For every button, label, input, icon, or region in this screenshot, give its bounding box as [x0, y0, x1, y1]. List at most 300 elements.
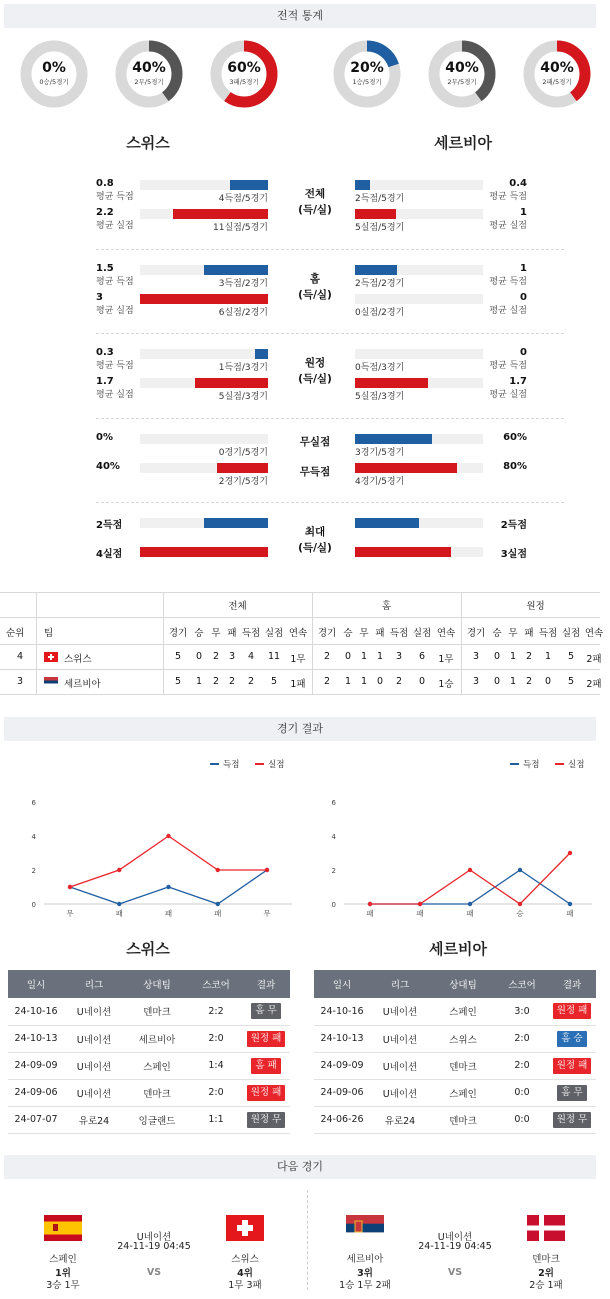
results-header-row — [314, 970, 596, 998]
chart-ytick: 4 — [31, 833, 36, 841]
away-stat-value: 0.4 — [509, 178, 527, 189]
next2-home-record: 1승 1무 2패 — [339, 1280, 391, 1291]
results-outcome — [242, 1106, 290, 1133]
result-badge: 원정 패 — [247, 1031, 286, 1047]
chart-xtick: 승 — [516, 909, 524, 918]
home-results-team-name: 스위스 — [126, 940, 170, 958]
results-row[interactable] — [314, 1079, 596, 1106]
away-stat-label: 평균 실점 — [489, 390, 527, 400]
home-stat-bar — [204, 265, 268, 275]
standings-cell: 1 — [509, 676, 517, 687]
home-stat-count: 6실점/2경기 — [218, 308, 268, 318]
standings-cell: 5 — [567, 651, 575, 662]
chart-series-line — [370, 853, 570, 904]
legend-label: 득점 — [223, 760, 240, 770]
results-header-cell: 상대팀 — [124, 970, 190, 998]
away-stat-bar — [355, 265, 397, 275]
standings-col-header: 연속 — [584, 628, 604, 639]
results-opp: 덴마크 — [124, 1079, 190, 1106]
away-stat-bar — [355, 378, 428, 388]
home-stat-label: 평균 득점 — [96, 192, 134, 202]
home-stat-value: 2득점 — [96, 520, 123, 531]
home-stat-count: 4득점/5경기 — [218, 194, 268, 204]
standings-team-name[interactable]: 스위스 — [64, 654, 92, 665]
results-outcome — [548, 998, 596, 1025]
away-stat-value: 0 — [520, 347, 527, 358]
standings-cell: 5 — [174, 651, 182, 662]
standings-col-header: 실점 — [264, 628, 284, 639]
standings-col-header: 실점 — [412, 628, 432, 639]
away-stat-count: 0득점/3경기 — [355, 363, 405, 373]
home-stat-value: 4실점 — [96, 549, 123, 560]
stat-center-label: 최대 — [304, 526, 326, 538]
donut-0 — [20, 40, 88, 108]
home-stat-value: 3 — [96, 292, 103, 303]
results-league: U네이션 — [370, 998, 430, 1025]
result-badge: 홈 패 — [251, 1058, 280, 1074]
standings-cell: 2 — [323, 651, 331, 662]
standings-cell: 1무 — [438, 654, 454, 665]
standings-col-header: 실점 — [561, 628, 581, 639]
results-score: 1:1 — [190, 1106, 242, 1133]
results-header-cell: 리그 — [370, 970, 430, 998]
chart-xtick: 패 — [416, 909, 424, 918]
chart-point — [568, 902, 572, 906]
chart-point — [518, 868, 522, 872]
home-stat-bar — [255, 349, 268, 359]
donut-sublabel: 0승/5경기 — [39, 78, 69, 86]
chart-point — [468, 902, 472, 906]
standings-line — [0, 669, 600, 670]
chart-xtick: 패 — [164, 909, 173, 918]
next2-home-name: 세르비아 — [346, 1254, 384, 1265]
donut-sublabel: 3패/5경기 — [229, 78, 259, 86]
results-outcome — [242, 1052, 290, 1079]
chart-series-line — [70, 836, 267, 887]
result-badge: 원정 패 — [247, 1085, 286, 1101]
standings-cell: 1 — [544, 651, 552, 662]
standings-cell: 2 — [323, 676, 331, 687]
result-badge: 홈 무 — [557, 1085, 586, 1101]
home-stat-label: 평균 실점 — [96, 221, 134, 231]
standings-col-header: 득점 — [241, 628, 261, 639]
results-outcome — [548, 1079, 596, 1106]
results-league: 유로24 — [64, 1106, 124, 1133]
standings-cell: 2 — [212, 676, 220, 687]
chart-xtick: 패 — [466, 909, 474, 918]
home-stat-bar — [173, 209, 268, 219]
chart-point — [568, 851, 572, 855]
standings-cell: 2 — [395, 676, 403, 687]
donut-percent: 40% — [132, 60, 166, 76]
results-header-cell: 상대팀 — [430, 970, 496, 998]
home-stat-value: 0% — [96, 432, 113, 443]
stat-center-label: (득/실) — [298, 289, 332, 301]
away-stat-count: 5실점/3경기 — [355, 392, 405, 402]
next2-vs: VS — [447, 1267, 463, 1278]
results-opp: 덴마크 — [430, 1052, 496, 1079]
chart-xtick: 무 — [66, 909, 74, 918]
home-stat-label: 평균 실점 — [96, 390, 134, 400]
results-league: U네이션 — [370, 1025, 430, 1052]
chart-ytick: 2 — [31, 867, 36, 875]
results-opp: 스위스 — [430, 1025, 496, 1052]
results-date: 24-07-07 — [8, 1106, 64, 1133]
results-header-cell: 결과 — [242, 970, 290, 998]
chart-xtick: 패 — [366, 909, 374, 918]
standings-col-header: 패 — [524, 628, 534, 639]
standings-col-header: 무 — [211, 628, 221, 639]
home-stat-value: 40% — [96, 461, 120, 472]
home-stat-count: 1득점/3경기 — [218, 363, 268, 373]
flag-cross — [48, 656, 54, 658]
away-stat-count: 2득점/2경기 — [355, 279, 405, 289]
home-stat-track — [140, 349, 268, 359]
results-date: 24-09-06 — [8, 1079, 64, 1106]
home-stat-count: 2경기/5경기 — [218, 477, 268, 487]
next1-date: 24-11-19 04:45 — [117, 1241, 191, 1252]
next2-home-rank: 3위 — [357, 1268, 373, 1279]
results-header-cell: 스코어 — [190, 970, 242, 998]
results-row[interactable] — [8, 1106, 290, 1133]
away-team-name: 세르비아 — [434, 134, 492, 152]
results-row[interactable] — [8, 1052, 290, 1079]
standings-line — [0, 694, 600, 695]
donut-percent: 20% — [350, 60, 384, 76]
standings-col-header: 경기 — [168, 628, 188, 639]
results-row[interactable] — [8, 1025, 290, 1052]
chart-point — [216, 902, 220, 906]
results-header-row — [8, 970, 290, 998]
next-divider — [307, 1190, 308, 1290]
standings-rank: 3 — [16, 676, 24, 687]
donut-5 — [523, 40, 591, 108]
chart-ytick: 6 — [31, 799, 36, 807]
result-badge: 홈 승 — [557, 1031, 586, 1047]
chart-xtick: 패 — [214, 909, 222, 918]
away-results-team-name: 세르비아 — [429, 940, 487, 958]
chart-point — [166, 834, 170, 838]
standings-cell: 0 — [418, 676, 426, 687]
next1-home-name: 스페인 — [49, 1254, 77, 1265]
standings-cell: 1 — [344, 676, 352, 687]
standings-col-header: 연속 — [288, 628, 308, 639]
standings-cell: 0 — [376, 676, 384, 687]
legend-label: 득점 — [523, 760, 540, 770]
swiss-flag-icon — [226, 1215, 264, 1241]
chart-point — [166, 885, 170, 889]
results-score: 2:2 — [190, 998, 242, 1025]
legend-label: 실점 — [568, 760, 585, 770]
standings-cell: 0 — [544, 676, 552, 687]
results-league: U네이션 — [370, 1079, 430, 1106]
results-date: 24-10-16 — [314, 998, 370, 1025]
away-stat-bar — [355, 209, 396, 219]
standings-col-header: 무 — [359, 628, 369, 639]
away-stat-count: 2득점/5경기 — [355, 194, 405, 204]
home-stat-value: 2.2 — [96, 207, 114, 218]
away-stat-value: 80% — [503, 461, 527, 472]
standings-cell: 2 — [228, 676, 236, 687]
next1-away-rank: 4위 — [237, 1268, 253, 1279]
results-score: 0:0 — [496, 1106, 548, 1133]
standings-cell: 3 — [472, 676, 480, 687]
spain-flag-icon — [44, 1215, 82, 1241]
home-stat-bar — [204, 518, 268, 528]
next2-league: U네이션 — [437, 1232, 473, 1243]
away-stat-label: 평균 실점 — [489, 306, 527, 316]
standings-col-header: 승 — [194, 628, 204, 639]
away-stat-label: 평균 실점 — [489, 221, 527, 231]
results-outcome — [548, 1052, 596, 1079]
chart-series-line — [370, 870, 570, 904]
standings-cell: 0 — [493, 676, 501, 687]
next1-away-name: 스위스 — [231, 1254, 259, 1265]
home-stat-count: 11실점/5경기 — [213, 223, 268, 233]
away-stat-value: 1.7 — [509, 376, 527, 387]
results-row[interactable] — [8, 998, 290, 1025]
standings-cell: 0 — [493, 651, 501, 662]
standings-cell: 1 — [195, 676, 203, 687]
home-goals-chart — [0, 752, 300, 922]
result-badge: 홈 무 — [251, 1003, 280, 1019]
results-score: 2:0 — [496, 1025, 548, 1052]
home-stat-value: 1.5 — [96, 263, 114, 274]
results-outcome — [242, 998, 290, 1025]
standings-cell: 1승 — [438, 679, 454, 690]
result-badge: 원정 패 — [553, 1058, 592, 1074]
home-stat-bar — [230, 180, 268, 190]
stat-divider — [96, 502, 564, 503]
home-stat-count: 3득점/2경기 — [218, 279, 268, 289]
standings-col-header: 경기 — [317, 628, 337, 639]
results-header-cell: 결과 — [548, 970, 596, 998]
standings-cell: 1 — [360, 651, 368, 662]
standings-vline — [36, 592, 37, 694]
results-row[interactable] — [314, 1106, 596, 1133]
serbia-flag-icon — [346, 1215, 384, 1241]
donut-4 — [428, 40, 496, 108]
home-stat-track — [140, 434, 268, 444]
away-stat-count: 4경기/5경기 — [355, 477, 405, 487]
chart-xtick: 패 — [115, 909, 123, 918]
chart-point — [518, 902, 522, 906]
next1-home-rank: 1위 — [55, 1268, 71, 1279]
results-opp: 스페인 — [430, 1079, 496, 1106]
next-section-title: 다음 경기 — [4, 1155, 596, 1179]
away-stat-value: 60% — [503, 432, 527, 443]
donut-percent: 40% — [540, 60, 574, 76]
standings-cell: 2 — [525, 651, 533, 662]
results-score: 3:0 — [496, 998, 548, 1025]
results-opp: 스페인 — [430, 998, 496, 1025]
away-stat-track — [355, 294, 483, 304]
standings-cell: 4 — [247, 651, 255, 662]
chart-point — [68, 885, 72, 889]
donut-percent: 40% — [445, 60, 479, 76]
standings-cell: 11 — [267, 651, 281, 662]
standings-cell: 1 — [509, 651, 517, 662]
donut-sublabel: 2무/5경기 — [134, 78, 164, 86]
stat-center-label: (득/실) — [298, 542, 332, 554]
away-stat-value: 1 — [520, 263, 527, 274]
chart-point — [468, 868, 472, 872]
standings-line — [0, 592, 600, 593]
away-stat-count: 3경기/5경기 — [355, 448, 405, 458]
standings-rank: 4 — [16, 651, 24, 662]
standings-line — [0, 617, 600, 618]
results-league: U네이션 — [64, 1025, 124, 1052]
results-score: 1:4 — [190, 1052, 242, 1079]
home-stat-label: 평균 실점 — [96, 306, 134, 316]
chart-point — [216, 868, 220, 872]
standings-col-header: 패 — [375, 628, 385, 639]
standings-col-team: 팀 — [44, 628, 54, 639]
results-score: 2:0 — [190, 1025, 242, 1052]
stat-divider — [96, 249, 564, 250]
results-row[interactable] — [314, 998, 596, 1025]
results-score: 2:0 — [496, 1052, 548, 1079]
donut-2 — [210, 40, 278, 108]
results-header-cell: 일시 — [8, 970, 64, 998]
away-stat-value: 3실점 — [500, 549, 527, 560]
standings-cell: 2 — [212, 651, 220, 662]
chart-ytick: 0 — [331, 901, 336, 909]
legend-label: 실점 — [268, 760, 285, 770]
standings-col-header: 승 — [492, 628, 502, 639]
results-score: 0:0 — [496, 1079, 548, 1106]
results-outcome — [242, 1079, 290, 1106]
standings-cell: 1패 — [290, 679, 306, 690]
results-date: 24-09-09 — [8, 1052, 64, 1079]
standings-col-header: 승 — [343, 628, 353, 639]
results-header-cell: 스코어 — [496, 970, 548, 998]
results-date: 24-09-06 — [314, 1079, 370, 1106]
results-opp: 덴마크 — [124, 998, 190, 1025]
results-opp: 덴마크 — [430, 1106, 496, 1133]
results-row[interactable] — [314, 1052, 596, 1079]
standings-cell: 6 — [418, 651, 426, 662]
results-date: 24-10-16 — [8, 998, 64, 1025]
results-opp: 스페인 — [124, 1052, 190, 1079]
away-goals-chart — [300, 752, 600, 922]
results-league: 유로24 — [370, 1106, 430, 1133]
results-date: 24-09-09 — [314, 1052, 370, 1079]
standings-cell: 3 — [228, 651, 236, 662]
standings-cell: 1 — [376, 651, 384, 662]
next1-away-record: 1무 3패 — [228, 1280, 262, 1291]
home-stat-bar — [140, 294, 268, 304]
stat-divider — [96, 418, 564, 419]
next1-league: U네이션 — [136, 1232, 172, 1243]
away-stat-value: 1 — [520, 207, 527, 218]
away-stat-label: 평균 득점 — [489, 277, 527, 287]
stat-center-label: 원정 — [304, 357, 326, 369]
swiss-flag-icon — [44, 652, 58, 662]
away-stat-count: 0실점/2경기 — [355, 308, 405, 318]
home-stat-label: 평균 득점 — [96, 361, 134, 371]
stat-center-label: (득/실) — [298, 373, 332, 385]
results-row[interactable] — [314, 1025, 596, 1052]
results-opp: 세르비아 — [124, 1025, 190, 1052]
next2-away-name: 덴마크 — [532, 1254, 560, 1265]
results-section-title: 경기 결과 — [4, 717, 596, 741]
standings-cell: 3 — [472, 651, 480, 662]
results-opp: 잉글랜드 — [124, 1106, 190, 1133]
donut-percent: 0% — [42, 60, 66, 76]
home-stat-value: 1.7 — [96, 376, 114, 387]
home-stat-count: 5실점/3경기 — [218, 392, 268, 402]
donut-sublabel: 2패/5경기 — [542, 78, 572, 86]
standings-team-name[interactable]: 세르비아 — [64, 679, 101, 690]
donut-1 — [115, 40, 183, 108]
donut-percent: 60% — [227, 60, 261, 76]
standings-col-header: 득점 — [389, 628, 409, 639]
standings-cell: 0 — [344, 651, 352, 662]
results-header-cell: 일시 — [314, 970, 370, 998]
standings-cell: 2패 — [586, 679, 602, 690]
away-stat-label: 평균 득점 — [489, 361, 527, 371]
denmark-flag-icon — [527, 1215, 565, 1241]
results-date: 24-06-26 — [314, 1106, 370, 1133]
result-badge: 원정 무 — [553, 1112, 592, 1128]
away-stat-track — [355, 180, 483, 190]
chart-ytick: 6 — [331, 799, 336, 807]
chart-ytick: 4 — [331, 833, 336, 841]
home-stat-bar — [217, 463, 268, 473]
chart-xtick: 무 — [263, 909, 271, 918]
away-stat-track — [355, 349, 483, 359]
chart-point — [368, 902, 372, 906]
chart-point — [265, 868, 269, 872]
standings-col-header: 득점 — [538, 628, 558, 639]
chart-ytick: 0 — [31, 901, 36, 909]
away-stat-bar — [355, 547, 451, 557]
results-row[interactable] — [8, 1079, 290, 1106]
standings-cell: 2패 — [586, 654, 602, 665]
result-badge: 원정 패 — [553, 1003, 592, 1019]
away-stat-bar — [355, 434, 432, 444]
away-stat-label: 평균 득점 — [489, 192, 527, 202]
home-stat-label: 평균 득점 — [96, 277, 134, 287]
chart-point — [117, 902, 121, 906]
standings-col-header: 무 — [508, 628, 518, 639]
next2-away-record: 2승 1패 — [529, 1280, 563, 1291]
stats-section-title: 전적 통계 — [4, 4, 596, 28]
results-date: 24-10-13 — [314, 1025, 370, 1052]
next1-home-record: 3승 1무 — [46, 1280, 80, 1291]
standings-cell: 2 — [525, 676, 533, 687]
next1-vs: VS — [146, 1267, 162, 1278]
results-outcome — [548, 1106, 596, 1133]
next2-date: 24-11-19 04:45 — [418, 1241, 492, 1252]
stat-center-label: 홈 — [309, 273, 321, 285]
donut-3 — [333, 40, 401, 108]
stat-center-label: 전체 — [304, 188, 326, 200]
stat-center-label: 무득점 — [299, 466, 331, 478]
home-team-name: 스위스 — [126, 134, 170, 152]
result-badge: 원정 무 — [247, 1112, 286, 1128]
home-results-table — [8, 970, 290, 1134]
standings-line — [0, 644, 600, 645]
chart-xtick: 패 — [566, 909, 574, 918]
standings-group-header: 홈 — [381, 601, 392, 612]
away-stat-bar — [355, 518, 419, 528]
standings-cell: 5 — [567, 676, 575, 687]
standings-group-header: 전체 — [228, 601, 247, 612]
standings-col-header: 경기 — [466, 628, 486, 639]
standings-cell: 1 — [360, 676, 368, 687]
